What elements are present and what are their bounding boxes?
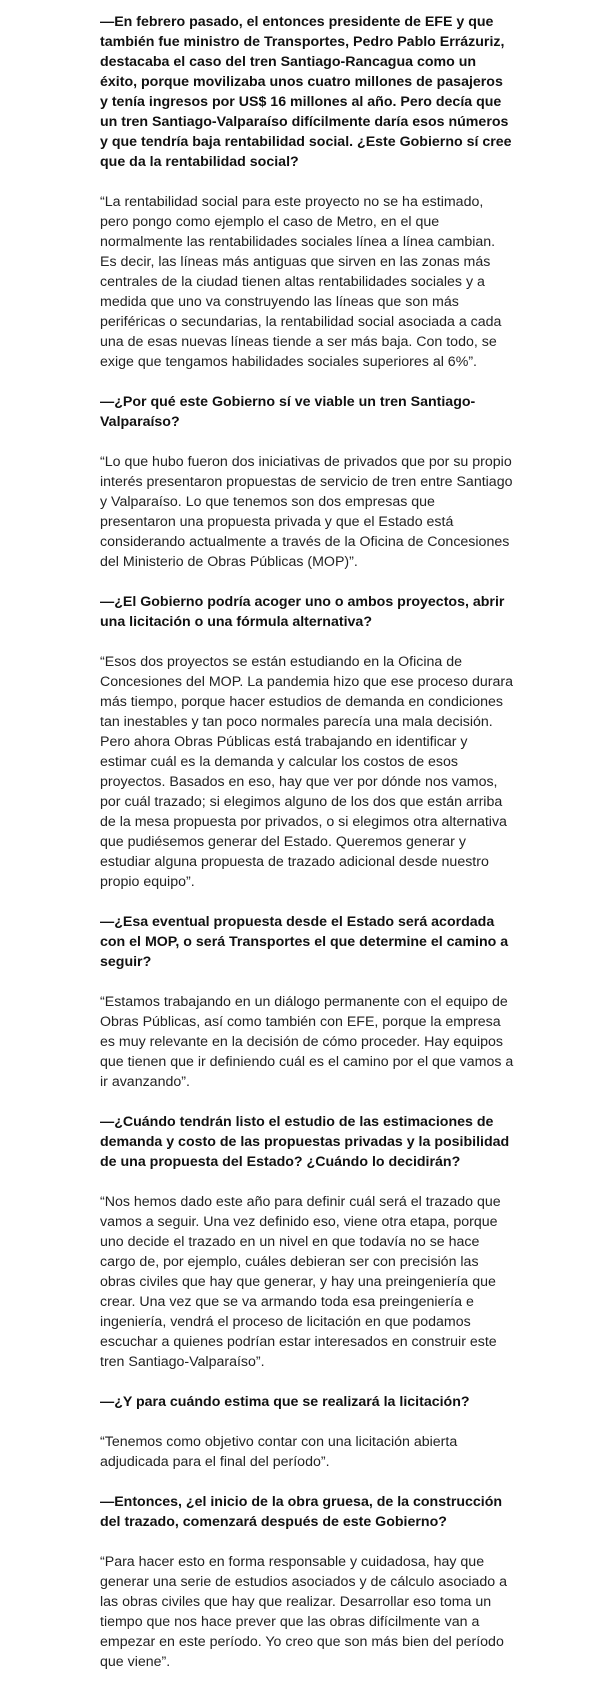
interview-answer: “Nos hemos dado este año para definir cuál será el trazado que vamos a seguir. Una vez definido eso, viene otra etapa, porque uno decide el trazado en un nivel en que todavía no se hace cargo de, por ejemplo, cuáles debieran ser con precisión las obras civiles que hay que generar, y hay una preingeniería que crear. Una vez que se va armando toda esa preingeniería e ingeniería, vendrá el proceso de licitación en que podamos escuchar a quienes podrían estar interesados en construir este tren Santiago-Valparaíso”. xyxy=(100,1194,501,1370)
interview-question: —¿Cuándo tendrán listo el estudio de las estimaciones de demanda y costo de las propuestas privadas y la posibilidad de una propuesta del Estado? ¿Cuándo lo decidirán? xyxy=(100,1114,510,1170)
interview-article xyxy=(100,12,514,1692)
interview-question: —Entonces, ¿el inicio de la obra gruesa, de la construcción del trazado, comenzará después de este Gobierno? xyxy=(100,1494,503,1530)
interview-answer: “Para hacer esto en forma responsable y cuidadosa, hay que generar una serie de estudios asociados y de cálculo asociado a las obras civiles que hay que realizar. Desarrollar eso toma un tiempo que nos hace prever que las obras difícilmente van a empezar en este período. Yo creo que son más bien del período que viene”. xyxy=(100,1554,507,1670)
interview-answer: “La rentabilidad social para este proyecto no se ha estimado, pero pongo como ejemplo el caso de Metro, en el que normalmente las rentabilidades sociales línea a línea cambian. Es decir, las líneas más antiguas que sirven en las zonas más centrales de la ciudad tienen altas rentabilidades sociales y a medida que uno va construyendo las líneas que son más periféricas o secundarias, la rentabilidad social asociada a cada una de esas nuevas líneas tiende a ser más baja. Con todo, se exige que tengamos habilidades sociales superiores al 6%”. xyxy=(100,194,502,370)
interview-question: —En febrero pasado, el entonces presidente de EFE y que también fue ministro de Transportes, Pedro Pablo Errázuriz, destacaba el caso del tren Santiago-Rancagua como un éxito, porque movilizaba unos cuatro millones de pasajeros y tenía ingresos por US$ 16 millones al año. Pero decía que un tren Santiago-Valparaíso difícilmente daría esos números y que tendría baja rentabilidad social. ¿Este Gobierno sí cree que da la rentabilidad social? xyxy=(100,14,512,170)
interview-question: —¿Por qué este Gobierno sí ve viable un tren Santiago-Valparaíso? xyxy=(100,394,476,430)
interview-answer: “Lo que hubo fueron dos iniciativas de privados que por su propio interés presentaron propuestas de servicio de tren entre Santiago y Valparaíso. Lo que tenemos son dos empresas que presentaron una propuesta privada y que el Estado está considerando actualmente a través de la Oficina de Concesiones del Ministerio de Obras Públicas (MOP)”. xyxy=(100,454,513,570)
interview-question: —¿El Gobierno podría acoger uno o ambos proyectos, abrir una licitación o una fórmula alternativa? xyxy=(100,594,505,630)
interview-answer: “Esos dos proyectos se están estudiando en la Oficina de Concesiones del MOP. La pandemia hizo que ese proceso durara más tiempo, porque hacer estudios de demanda en condiciones tan inestables y tan poco normales parecía una mala decisión. Pero ahora Obras Públicas está trabajando en identificar y estimar cuál es la demanda y calcular los costos de esos proyectos. Basados en eso, hay que ver por dónde nos vamos, por cuál trazado; si elegimos alguno de los dos que están arriba de la mesa propuesta por privados, o si elegimos otra alternativa que pudiésemos generar del Estado. Queremos generar y estudiar alguna propuesta de trazado adicional desde nuestro propio equipo”. xyxy=(100,654,514,890)
interview-answer: “Tenemos como objetivo contar con una licitación abierta adjudicada para el final del período”. xyxy=(100,1434,458,1470)
interview-answer: “Estamos trabajando en un diálogo permanente con el equipo de Obras Públicas, así como también con EFE, porque la empresa es muy relevante en la decisión de cómo proceder. Hay equipos que tienen que ir definiendo cuál es el camino por el que vamos a ir avanzando”. xyxy=(100,994,514,1090)
interview-question: —¿Esa eventual propuesta desde el Estado será acordada con el MOP, o será Transportes el que determine el camino a seguir? xyxy=(100,914,509,970)
interview-question: —¿Y para cuándo estima que se realizará la licitación? xyxy=(100,1394,470,1410)
